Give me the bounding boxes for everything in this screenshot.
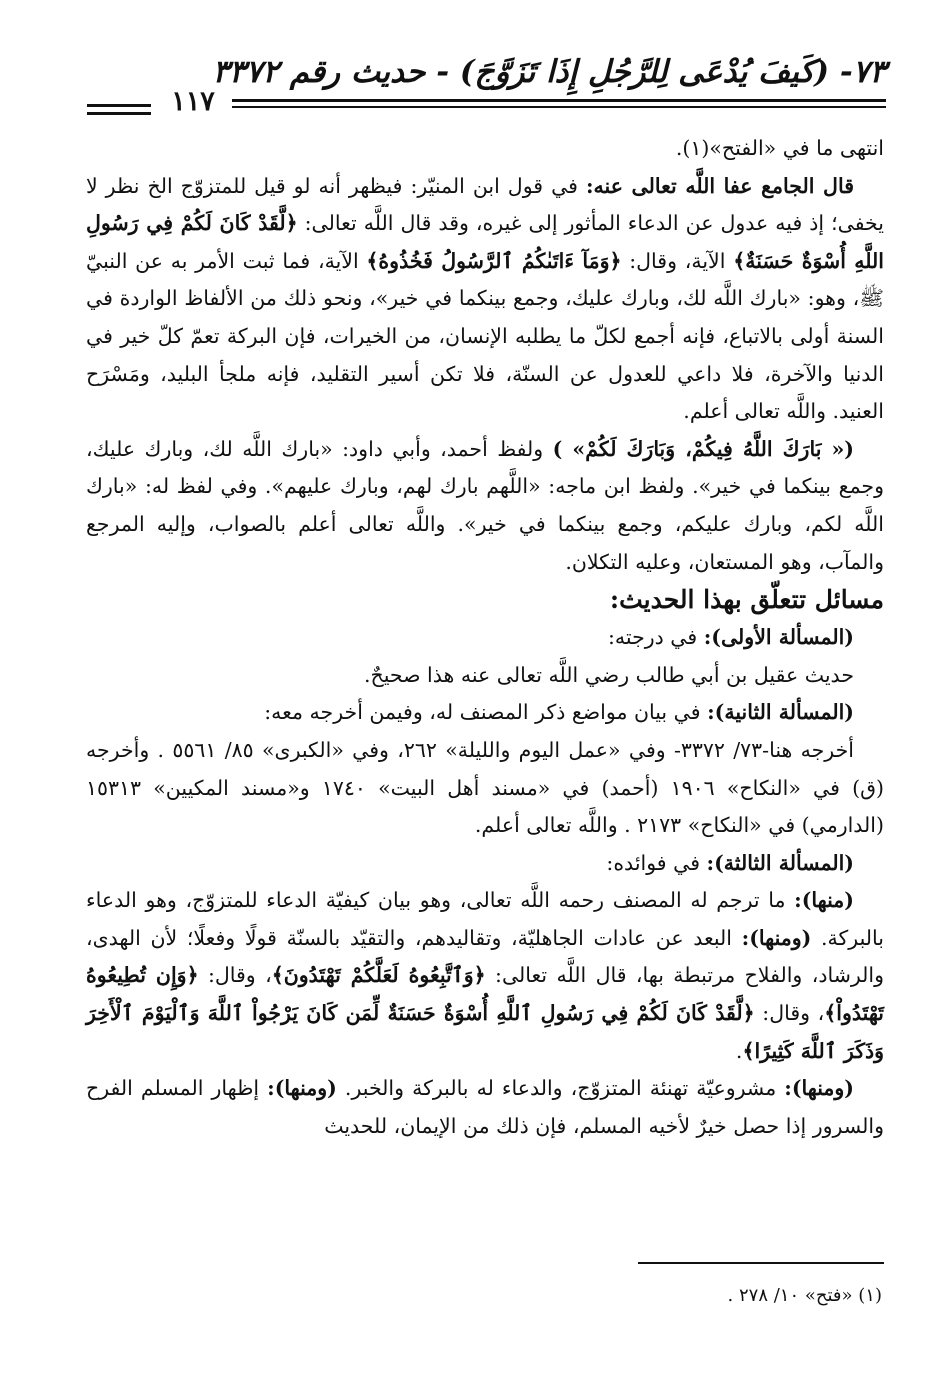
masala-2-heading — [86, 694, 884, 732]
quran-verse-rasul: ﴿وَمَآ ءَاتَىٰكُمُ ٱلرَّسُولُ فَخُذُوهُ﴾ — [366, 248, 622, 273]
main-text — [86, 130, 884, 1145]
section-heading: مسائل تتعلّق بهذا الحديث: — [609, 585, 884, 615]
faida-2-text-3: ، وقال: — [754, 1001, 825, 1026]
masala-1-label: (المسألة الأولى): — [703, 625, 854, 650]
paragraph-jami-comment — [86, 168, 884, 431]
quran-verse-uswa: ﴿لَّقَدْ كَانَ لَكُمْ فِي رَسُولِ اللَّهِ أُسْوَةٌ حَسَنَةٌ﴾ — [86, 211, 884, 273]
masala-3-title: في فوائده: — [606, 850, 707, 875]
jami-lead: قال الجامع عفا اللَّه تعالى عنه: — [585, 173, 854, 198]
masala-1-heading — [86, 619, 884, 657]
quran-verse-tutiuhu: ﴿وَإِن تُطِيعُوهُ تَهْتَدُواْ﴾ — [86, 963, 884, 1026]
jami-text-3: الآية، فما ثبت الأمر به عن النبيّ ﷺ، وهو: «بارك اللَّه لك، وبارك عليك، وجمع بينكما في خير»، ونحو ذلك من الألفاظ الواردة في السنة أولى بالاتباع، فإنه أجمع لكلّ ما يطلبه الإنسان، من الخيرات، فإن البركة تعمّ كلّ خير في الدنيا والآخرة، فلا داعي للعدول عن السنّة، فلا تكن أسير التقليد، فإنه ملجأ البليد، ومَسْرَح العنيد. واللَّه تعالى أعلم. — [86, 248, 884, 424]
header-rule-bottom — [232, 106, 886, 108]
page-number-rule-lower — [87, 112, 151, 115]
page-number: ١١٧ — [171, 86, 215, 117]
fawaid-paragraph-2 — [86, 1070, 884, 1145]
footnote: (١) «فتح» ١٠/ ٢٧٨ . — [727, 1285, 882, 1306]
masala-2-label: (المسألة الثانية): — [707, 700, 854, 725]
masala-3-heading — [86, 845, 884, 883]
masala-2-body: أخرجه هنا-٧٣/ ٣٣٧٢- وفي «عمل اليوم والليلة» ٢٦٢، وفي «الكبرى» ٨٥/ ٥٥٦١ . وأخرجه (ق) في «النكاح» ١٩٠٦ (أحمد) في «مسند أهل البيت» ١٧٤٠ و«مسند المكيين» ١٥٣١٣ (الدارمي) في «النكاح» ٢١٧٣ . واللَّه تعالى أعلم. — [86, 737, 884, 838]
jami-text-2: الآية، وقال: — [621, 248, 734, 273]
paragraph-fath-end: انتهى ما في «الفتح»(١). — [675, 136, 884, 160]
page-number-rule-upper — [87, 104, 151, 107]
faida-3-text: مشروعيّة تهنئة المتزوّج، والدعاء له بالبركة والخبر. — [336, 1076, 785, 1101]
faida-2-text: البعد عن عادات الجاهليّة، وتقاليدهم، والتقيّد بالسنّة قولًا وفعلًا؛ لأن الهدى، والرشاد، والفلاح مرتبطة بها، قال اللَّه تعالى: — [86, 925, 885, 988]
faida-2-end: . — [735, 1038, 743, 1063]
faida-3-label: (ومنها): — [784, 1076, 854, 1101]
masala-3-label: (المسألة الثالثة): — [706, 850, 854, 875]
masala-2-title: في بيان مواضع ذكر المصنف له، وفيمن أخرجه معه: — [264, 700, 708, 725]
masala-1-title: في درجته: — [607, 625, 704, 650]
quran-verse-ittabiuhu: ﴿وَٱتَّبِعُوهُ لَعَلَّكُمْ تَهْتَدُونَ﴾ — [271, 963, 486, 988]
footnote-rule — [638, 1262, 884, 1264]
jami-text: في قول ابن المنيّر: فيظهر أنه لو قيل للمتزوّج الخ نظر لا يخفى؛ إذ فيه عدول عن الدعاء المأثور إلى غيره، وقد قال اللَّه تعالى: — [86, 173, 884, 236]
faida-1-text: ما ترجم له المصنف رحمه اللَّه تعالى، وهو بيان كيفيّة الدعاء للمتزوّج، وهو الدعاء بالبركة. — [86, 888, 884, 950]
masala-1-body: حديث عقيل بن أبي طالب رضي اللَّه تعالى عنه هذا صحيحٌ. — [363, 662, 854, 687]
quran-verse-uswa-full: ﴿لَّقَدْ كَانَ لَكُمْ فِي رَسُولِ ٱللَّهِ أُسْوَةٌ حَسَنَةٌ لِّمَن كَانَ يَرْجُواْ ٱللَّهَ وَٱلْيَوْمَ ٱلْأَخِرَ وَذَكَرَ ٱللَّهَ كَثِيرًا﴾ — [86, 1001, 884, 1063]
faida-4-text: إظهار المسلم الفرح والسرور إذا حصل خيرٌ لأخيه المسلم، فإن ذلك من الإيمان، للحديث — [86, 1076, 884, 1138]
paragraph-hadith-wording — [86, 431, 884, 581]
faida-1-label: (منها): — [794, 888, 854, 913]
hadith-wording-lead: (« بَارَكَ اللَّهُ فِيكُمْ، وَبَارَكَ لَكُمْ» ) — [552, 436, 854, 461]
faida-4-label: (ومنها): — [267, 1076, 337, 1101]
faida-2-text-2: ، وقال: — [198, 963, 272, 988]
running-title: ٧٣- (كَيفَ يُدْعَى لِلرَّجُلِ إِذَا تَزَوَّجَ) - حديث رقم ٣٣٧٢ — [212, 54, 886, 90]
fawaid-paragraph-1 — [86, 882, 884, 1070]
header-rule-top — [232, 99, 886, 102]
faida-2-label: (ومنها): — [741, 925, 812, 950]
hadith-wording-text: ولفظ أحمد، وأبي داود: «بارك اللَّه لك، وبارك عليك، وجمع بينكما في خير». ولفظ ابن ماجه: «اللَّهم بارك لهم، وبارك عليهم». وفي لفظ له: «بارك اللَّه لكم، وبارك عليكم، وجمع بينكما في خير». واللَّه تعالى أعلم بالصواب، وإليه المرجع والمآب، وهو المستعان، وعليه التكلان. — [86, 436, 884, 574]
